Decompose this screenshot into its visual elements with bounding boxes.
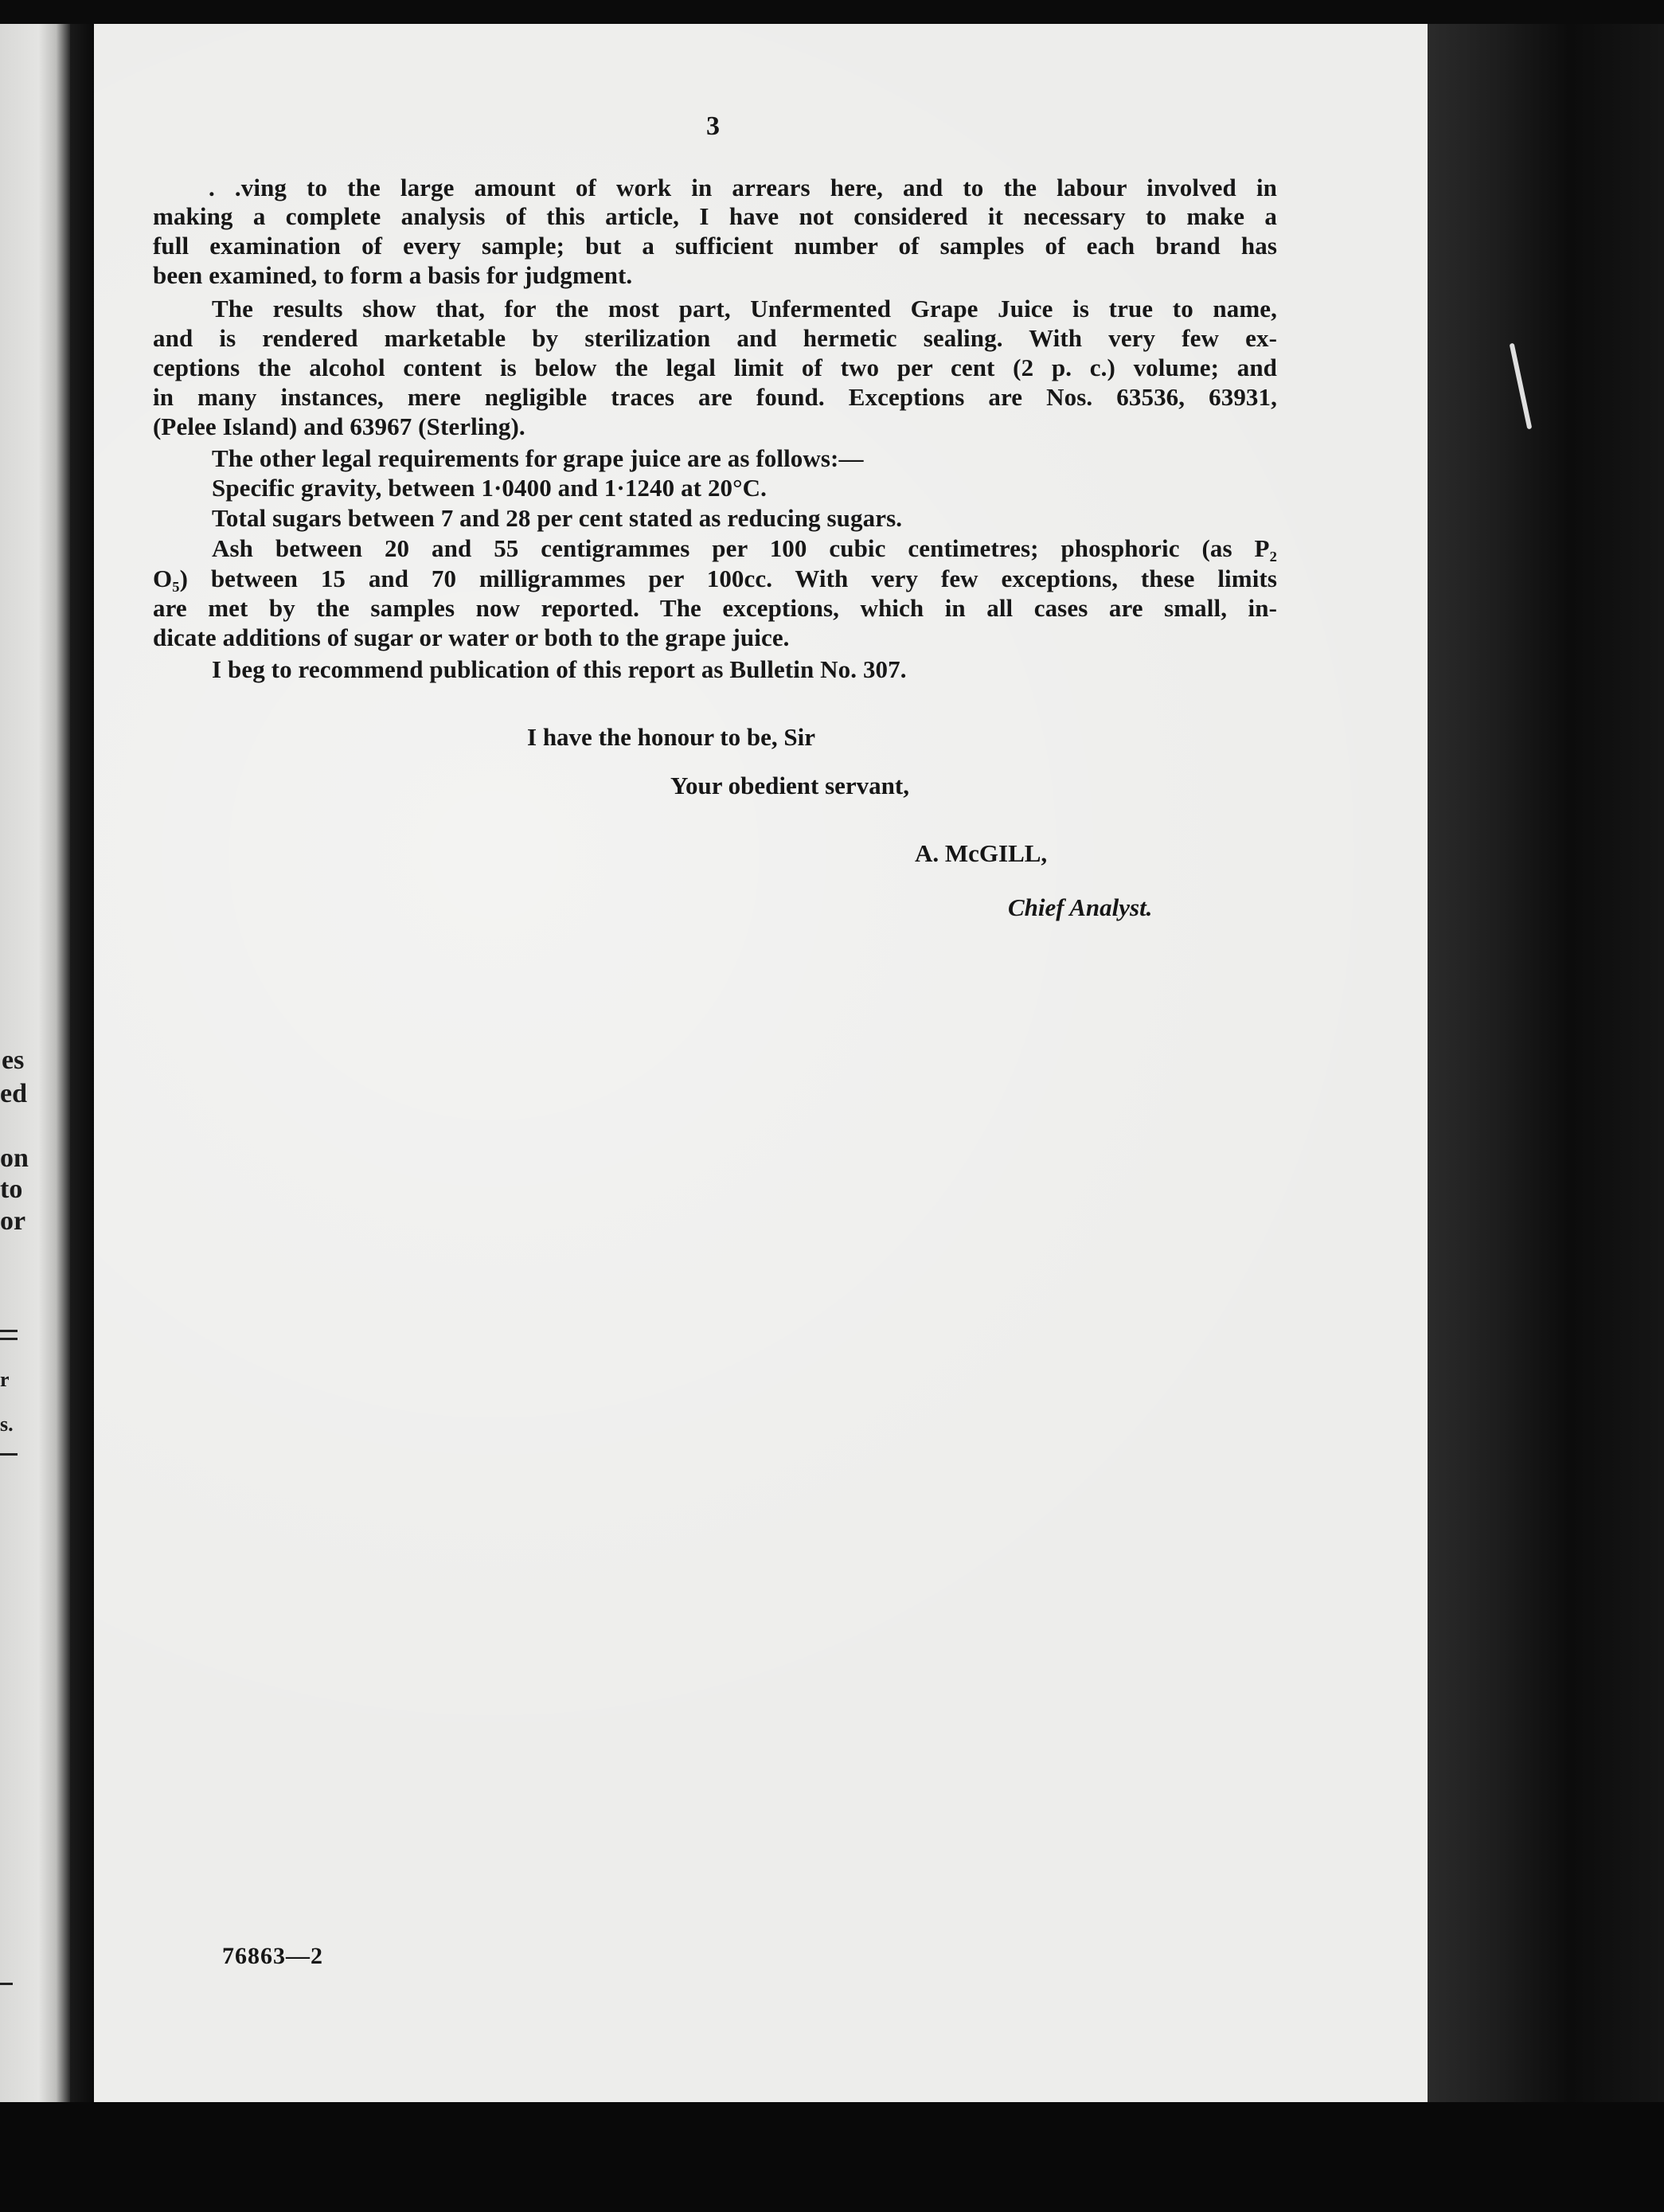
left-rule — [0, 1453, 18, 1456]
text-line: full examination of every sample; but a sufficient number of samples of each brand has — [153, 232, 1277, 260]
text-line: The results show that, for the most part, Unfermented Grape Juice is true to name, — [212, 295, 1277, 322]
text-line: dicate additions of sugar or water or both to the grape juice. — [153, 623, 790, 651]
page-stack-edge — [1428, 24, 1664, 2102]
footer-number: 76863—2 — [222, 1943, 323, 1969]
text-line: and is rendered marketable by sterilization and hermetic sealing. With very few ex- — [153, 324, 1277, 352]
left-fragment: s. — [0, 1413, 14, 1436]
scan-top-border — [0, 0, 1664, 24]
left-rule — [0, 1330, 18, 1332]
page-number: 3 — [706, 111, 720, 141]
left-fragment: ed — [0, 1079, 27, 1108]
left-fragment: es — [2, 1045, 25, 1075]
text-line: in many instances, mere negligible traces are found. Exceptions are Nos. 63536, 63931, — [153, 383, 1277, 411]
film-scratch — [1510, 343, 1533, 430]
text-line: ceptions the alcohol content is below the legal limit of two per cent (2 p. c.) volume; and — [153, 354, 1277, 381]
left-fragment: on — [0, 1143, 29, 1173]
scan-bottom-border — [0, 2102, 1664, 2212]
text-line: Specific gravity, between 1·0400 and 1·1240 at 20°C. — [212, 474, 767, 502]
signature-title: Chief Analyst. — [1008, 893, 1153, 921]
left-rule — [0, 1983, 13, 1985]
text-line: I beg to recommend publication of this report as Bulletin No. 307. — [212, 655, 907, 683]
left-rule — [0, 1338, 18, 1340]
text-line: . .ving to the large amount of work in arrears here, and to the labour involved in — [209, 174, 1277, 201]
text-line: are met by the samples now reported. The exceptions, which in all cases are small, in- — [153, 594, 1277, 622]
left-fragment: or — [0, 1206, 26, 1236]
closing-servant: Your obedient servant, — [670, 772, 909, 799]
text-line: Total sugars between 7 and 28 per cent stated as reducing sugars. — [212, 504, 903, 532]
signature-name: A. McGILL, — [915, 839, 1048, 867]
adjacent-page-edge — [0, 24, 70, 2102]
book-gutter — [70, 24, 94, 2102]
left-fragment: r — [0, 1368, 10, 1391]
text-line: O₅) between 15 and 70 milligrammes per 100cc. With very few exceptions, these limits — [153, 565, 1277, 592]
closing-salutation: I have the honour to be, Sir — [527, 723, 815, 751]
left-fragment: to — [0, 1174, 23, 1204]
text-line: The other legal requirements for grape juice are as follows:— — [212, 444, 864, 472]
text-line: been examined, to form a basis for judgment. — [153, 261, 633, 289]
text-line: (Pelee Island) and 63967 (Sterling). — [153, 412, 525, 440]
text-line: making a complete analysis of this article, I have not considered it necessary to make a — [153, 202, 1277, 230]
text-line: Ash between 20 and 55 centigrammes per 100 cubic centimetres; phosphoric (as P₂ — [212, 534, 1277, 562]
